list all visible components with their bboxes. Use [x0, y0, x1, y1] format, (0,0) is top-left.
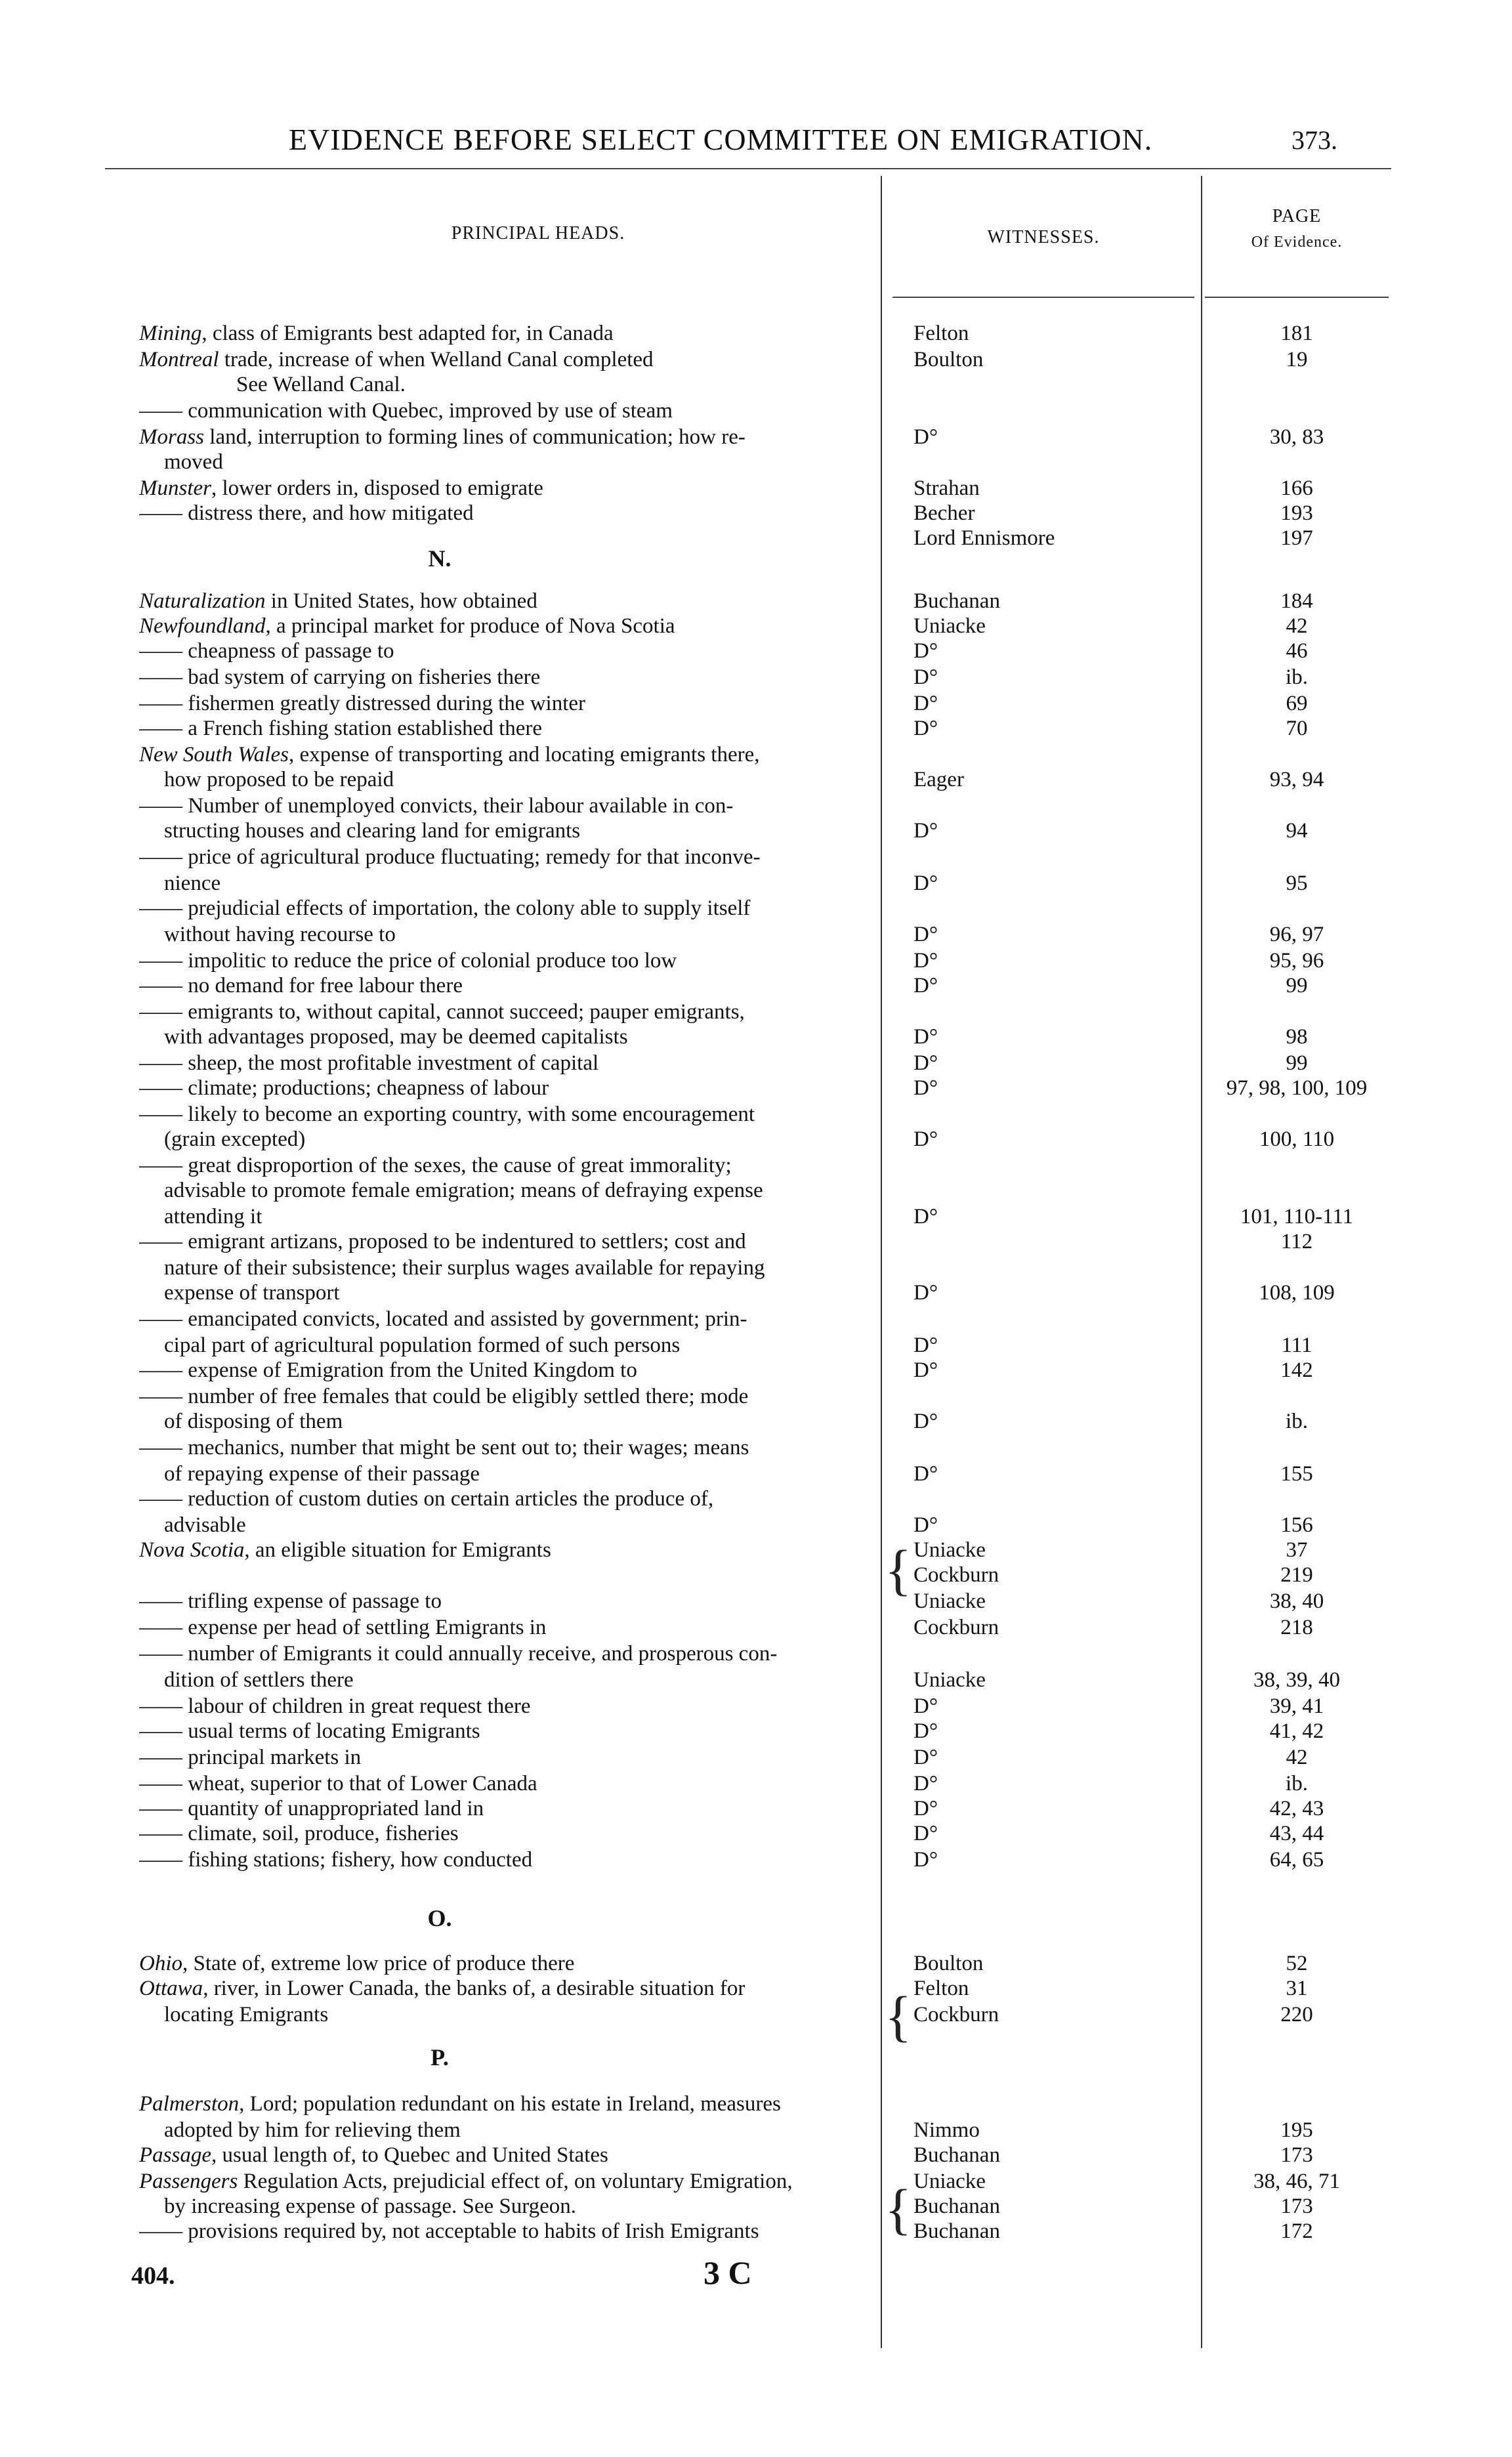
entry-witness: Uniacke [914, 1589, 986, 1613]
entry-witness: Uniacke [914, 1538, 986, 1562]
entry-witness: D° [914, 949, 938, 973]
entry-page: 108, 109 [1259, 1281, 1335, 1305]
index-row [0, 1512, 1512, 1538]
entry-witness: D° [914, 1205, 938, 1228]
index-row [0, 1562, 1512, 1588]
index-row [0, 1537, 1512, 1563]
entry-page: 218 [1280, 1616, 1313, 1639]
entry-heading: expense of transport [164, 1281, 340, 1305]
entry-page: 99 [1286, 1051, 1308, 1075]
index-row [0, 525, 1512, 551]
entry-heading: —— quantity of unappropriated land in [139, 1797, 484, 1820]
index-row [0, 1332, 1512, 1358]
page-head-rule [1205, 297, 1389, 298]
entry-heading: of disposing of them [164, 1410, 343, 1433]
entry-page: 220 [1280, 2003, 1313, 2026]
entry-heading: —— fishing stations; fishery, how conducted [139, 1848, 533, 1872]
entry-witness: Strahan [914, 476, 980, 500]
entry-page: 42, 43 [1269, 1797, 1324, 1820]
entry-heading: —— wheat, superior to that of Lower Canada [139, 1772, 537, 1796]
entry-heading: —— emancipated convicts, located and assisted by government; prin- [139, 1307, 747, 1331]
index-row [0, 1667, 1512, 1693]
entry-heading: how proposed to be repaid [164, 768, 394, 791]
entry-heading: —— communication with Quebec, improved by use of steam [139, 399, 673, 423]
entry-page: 52 [1286, 1952, 1308, 1975]
entry-witness: D° [914, 1076, 938, 1100]
entry-page: 37 [1286, 1538, 1308, 1562]
entry-page: 181 [1280, 322, 1313, 345]
index-row [0, 999, 1512, 1025]
index-row [0, 320, 1512, 346]
index-row [0, 371, 1512, 398]
entry-witness: Felton [914, 1977, 969, 2000]
index-row [0, 844, 1512, 870]
index-row [0, 895, 1512, 921]
index-row [0, 475, 1512, 501]
entry-page: 64, 65 [1269, 1848, 1324, 1872]
entry-page: 38, 46, 71 [1253, 2170, 1340, 2193]
witness-head-rule [892, 297, 1194, 298]
entry-page: 96, 97 [1269, 923, 1324, 946]
entry-heading: —— usual terms of locating Emigrants [139, 1719, 480, 1743]
index-row [0, 1050, 1512, 1076]
index-row [0, 1975, 1512, 2002]
entry-heading: —— cheapness of passage to [139, 639, 394, 663]
entry-page: 98 [1286, 1025, 1308, 1049]
index-row [0, 1641, 1512, 1667]
entry-witness: D° [914, 819, 938, 843]
entry-page: ib. [1286, 665, 1308, 689]
entry-page: 30, 83 [1269, 425, 1324, 449]
entry-heading: —— bad system of carrying on fisheries there [139, 665, 541, 689]
entry-page: 41, 42 [1269, 1719, 1324, 1743]
entry-witness: D° [914, 1822, 938, 1845]
entry-heading: Newfoundland, a principal market for produce of Nova Scotia [139, 614, 675, 638]
entry-heading: —— provisions required by, not acceptable to habits of Irish Emigrants [139, 2219, 759, 2243]
entry-heading: —— distress there, and how mitigated [139, 501, 474, 525]
entry-witness: Cockburn [914, 2003, 999, 2026]
entry-witness: D° [914, 665, 938, 689]
entry-witness: Becher [914, 501, 975, 525]
entry-witness: D° [914, 1513, 938, 1537]
entry-page: 100, 110 [1259, 1127, 1335, 1151]
entry-heading: —— principal markets in [139, 1746, 362, 1769]
entry-witness: D° [914, 1281, 938, 1305]
entry-page: 142 [1280, 1358, 1313, 1382]
column-head-page-sub: Of Evidence. [1251, 234, 1343, 251]
index-row [0, 1101, 1512, 1127]
index-row [0, 2218, 1512, 2244]
entry-page: 70 [1286, 717, 1308, 740]
entry-page: 197 [1280, 526, 1313, 550]
entry-heading: —— climate; productions; cheapness of labour [139, 1076, 549, 1100]
entry-page: 111 [1281, 1334, 1312, 1357]
index-row [0, 1177, 1512, 1204]
index-row [0, 1820, 1512, 1847]
index-row [0, 742, 1512, 768]
entry-witness: Uniacke [914, 1668, 986, 1692]
entry-witness: D° [914, 1462, 938, 1486]
entry-witness: D° [914, 923, 938, 946]
entry-heading: —— prejudicial effects of importation, the colony able to supply itself [139, 896, 751, 920]
entry-heading: Morass land, interruption to forming lines of communication; how re- [139, 425, 746, 449]
entry-heading: advisable [164, 1513, 246, 1537]
entry-witness: D° [914, 1127, 938, 1151]
entry-witness: D° [914, 1719, 938, 1743]
entry-heading: —— number of free females that could be eligibly settled there; mode [139, 1385, 749, 1408]
entry-heading: —— emigrant artizans, proposed to be indentured to settlers; cost and [139, 1230, 746, 1253]
section-letter-o: O. [427, 1905, 452, 1931]
entry-heading: New South Wales, expense of transporting and locating emigrants there, [139, 743, 760, 766]
entry-heading: adopted by him for relieving them [164, 2118, 461, 2142]
entry-heading: —— impolitic to reduce the price of colonial produce too low [139, 949, 677, 973]
entry-heading: —— labour of children in great request there [139, 1694, 531, 1718]
entry-witness: D° [914, 974, 938, 998]
entry-witness: Uniacke [914, 2170, 986, 2193]
index-row [0, 613, 1512, 639]
index-row [0, 1383, 1512, 1410]
entry-witness: Nimmo [914, 2118, 980, 2142]
entry-witness: D° [914, 1025, 938, 1049]
index-row [0, 346, 1512, 373]
entry-heading: Passengers Regulation Acts, prejudicial effect of, on voluntary Emigration, [139, 2170, 793, 2193]
entry-heading: —— fishermen greatly distressed during the winter [139, 692, 585, 715]
entry-page: 219 [1280, 1563, 1313, 1587]
entry-heading: nience [164, 872, 221, 895]
index-row [0, 1435, 1512, 1461]
entry-page: 42 [1286, 1746, 1308, 1769]
index-row [0, 1744, 1512, 1771]
entry-heading: See Welland Canal. [236, 373, 406, 396]
index-row [0, 1126, 1512, 1152]
running-title: EVIDENCE BEFORE SELECT COMMITTEE ON EMIGRATION. [289, 123, 1153, 156]
index-row [0, 1796, 1512, 1822]
index-row [0, 921, 1512, 948]
entry-witness: Eager [914, 768, 964, 791]
entry-witness: Buchanan [914, 2143, 1000, 2167]
entry-page: 42 [1286, 614, 1308, 638]
index-row [0, 1718, 1512, 1744]
entry-witness: D° [914, 692, 938, 715]
index-row [0, 2168, 1512, 2194]
brace-passengers: { [885, 2177, 912, 2240]
entry-page: 97, 98, 100, 109 [1226, 1076, 1368, 1100]
index-row [0, 2142, 1512, 2168]
entry-heading: with advantages proposed, may be deemed capitalists [164, 1025, 628, 1049]
entry-witness: Buchanan [914, 589, 1000, 613]
index-row [0, 1228, 1512, 1255]
entry-heading: Montreal trade, increase of when Welland Canal completed [139, 348, 654, 371]
index-row [0, 1152, 1512, 1179]
column-head-page: PAGE [1272, 206, 1322, 226]
entry-heading: Naturalization in United States, how obtained [139, 589, 537, 613]
entry-witness: D° [914, 425, 938, 449]
entry-heading: —— a French fishing station established there [139, 717, 543, 740]
entry-heading: structing houses and clearing land for emigrants [164, 819, 581, 843]
index-row [0, 870, 1512, 896]
entry-heading: advisable to promote female emigration; means of defraying expense [164, 1179, 763, 1202]
index-row [0, 973, 1512, 999]
brace-ottawa: { [885, 1984, 912, 2048]
entry-witness: D° [914, 1772, 938, 1796]
index-row [0, 1024, 1512, 1050]
index-row [0, 948, 1512, 974]
index-row [0, 766, 1512, 793]
entry-heading: (grain excepted) [164, 1127, 306, 1151]
entry-heading: —— price of agricultural produce fluctuating; remedy for that inconve- [139, 845, 761, 869]
footer-page-number: 404. [131, 2262, 175, 2290]
entry-page: 155 [1280, 1462, 1313, 1486]
entry-witness: D° [914, 1410, 938, 1433]
section-letter-p: P. [430, 2044, 449, 2070]
index-row [0, 1280, 1512, 1306]
brace-nova-scotia: { [885, 1538, 912, 1601]
entry-heading: —— likely to become an exporting country, with some encouragement [139, 1102, 755, 1126]
index-row [0, 1357, 1512, 1383]
entry-page: 38, 39, 40 [1253, 1668, 1340, 1692]
entry-page: 19 [1286, 348, 1308, 371]
index-row [0, 2193, 1512, 2219]
entry-heading: locating Emigrants [164, 2003, 329, 2026]
column-head-witnesses: WITNESSES. [987, 227, 1100, 247]
index-row [0, 1950, 1512, 1977]
index-row [0, 449, 1512, 475]
entry-heading: Munster, lower orders in, disposed to emigrate [139, 476, 543, 500]
entry-heading: dition of settlers there [164, 1668, 354, 1692]
entry-witness: D° [914, 1848, 938, 1872]
index-row [0, 1408, 1512, 1435]
index-row [0, 1693, 1512, 1719]
entry-heading: Ottawa, river, in Lower Canada, the banks of, a desirable situation for [139, 1977, 746, 2000]
entry-heading: —— expense per head of settling Emigrants in [139, 1616, 547, 1639]
entry-heading: of repaying expense of their passage [164, 1462, 480, 1486]
entry-heading: —— number of Emigrants it could annually receive, and prosperous con- [139, 1642, 778, 1666]
entry-heading: —— Number of unemployed convicts, their labour available in con- [139, 794, 734, 818]
entry-witness: D° [914, 1334, 938, 1357]
index-row [0, 424, 1512, 450]
entry-page: 95, 96 [1269, 949, 1324, 973]
entry-heading: —— climate, soil, produce, fisheries [139, 1822, 459, 1845]
entry-witness: D° [914, 717, 938, 740]
entry-witness: Buchanan [914, 2219, 1000, 2243]
entry-heading: —— great disproportion of the sexes, the cause of great immorality; [139, 1154, 732, 1177]
entry-page: 95 [1286, 872, 1308, 895]
entry-heading: —— mechanics, number that might be sent out to; their wages; means [139, 1436, 749, 1460]
index-row [0, 1486, 1512, 1512]
index-row [0, 1461, 1512, 1487]
entry-witness: Lord Ennismore [914, 526, 1055, 550]
index-row [0, 500, 1512, 526]
entry-page: 38, 40 [1269, 1589, 1324, 1613]
entry-heading: Nova Scotia, an eligible situation for Emigrants [139, 1538, 551, 1562]
entry-witness: D° [914, 1746, 938, 1769]
section-letter-n: N. [428, 545, 452, 572]
column-head-principal-heads: PRINCIPAL HEADS. [451, 223, 625, 243]
entry-heading: Palmerston, Lord; population redundant on his estate in Ireland, measures [139, 2092, 781, 2116]
entry-heading: Mining, class of Emigrants best adapted for, in Canada [139, 322, 614, 345]
entry-heading: —— trifling expense of passage to [139, 1589, 442, 1613]
entry-page: ib. [1286, 1410, 1308, 1433]
index-row [0, 664, 1512, 690]
entry-page: 112 [1280, 1230, 1313, 1253]
entry-page: 69 [1286, 692, 1308, 715]
entry-witness: D° [914, 1797, 938, 1820]
index-row [0, 398, 1512, 424]
entry-heading: Passage, usual length of, to Quebec and United States [139, 2143, 608, 2167]
entry-witness: D° [914, 872, 938, 895]
entry-witness: Cockburn [914, 1563, 999, 1587]
entry-page: 156 [1280, 1513, 1313, 1537]
entry-page: 173 [1280, 2143, 1313, 2167]
entry-page: 39, 41 [1269, 1694, 1324, 1718]
entry-heading: —— no demand for free labour there [139, 974, 463, 998]
index-row [0, 690, 1512, 717]
header-rule [105, 168, 1391, 169]
index-row [0, 793, 1512, 819]
index-row [0, 2117, 1512, 2143]
entry-witness: Felton [914, 322, 969, 345]
entry-page: 173 [1280, 2194, 1313, 2218]
entry-witness: Boulton [914, 1952, 984, 1975]
entry-heading: Ohio, State of, extreme low price of produce there [139, 1952, 575, 1975]
entry-page: 43, 44 [1269, 1822, 1324, 1845]
entry-heading: cipal part of agricultural population formed of such persons [164, 1334, 681, 1357]
index-row [0, 2091, 1512, 2117]
entry-witness: Buchanan [914, 2194, 1000, 2218]
index-row [0, 638, 1512, 664]
index-row [0, 1204, 1512, 1230]
entry-page: 46 [1286, 639, 1308, 663]
index-row [0, 715, 1512, 742]
entry-page: 195 [1280, 2118, 1313, 2142]
entry-page: 101, 110-111 [1240, 1205, 1354, 1228]
entry-page: 166 [1280, 476, 1313, 500]
entry-witness: D° [914, 1358, 938, 1382]
entry-witness: Boulton [914, 348, 984, 371]
index-row [0, 1255, 1512, 1281]
entry-witness: Cockburn [914, 1616, 999, 1639]
entry-page: 31 [1286, 1977, 1308, 2000]
entry-heading: —— emigrants to, without capital, cannot succeed; pauper emigrants, [139, 1000, 745, 1024]
index-row [0, 1306, 1512, 1332]
entry-witness: D° [914, 1051, 938, 1075]
entry-witness: D° [914, 639, 938, 663]
entry-page: 172 [1280, 2219, 1313, 2243]
entry-heading: —— expense of Emigration from the United Kingdom to [139, 1358, 637, 1382]
entry-witness: D° [914, 1694, 938, 1718]
entry-heading: —— sheep, the most profitable investment of capital [139, 1051, 599, 1075]
index-row [0, 818, 1512, 844]
entry-heading: nature of their subsistence; their surplus wages available for repaying [164, 1256, 765, 1280]
footer-signature-mark: 3 C [704, 2254, 752, 2291]
index-row [0, 1614, 1512, 1641]
index-row [0, 1771, 1512, 1797]
entry-heading: moved [164, 450, 223, 474]
entry-page: 184 [1280, 589, 1313, 613]
index-row [0, 1075, 1512, 1101]
index-row [0, 1847, 1512, 1873]
entry-heading: —— reduction of custom duties on certain articles the produce of, [139, 1487, 714, 1511]
entry-page: 93, 94 [1269, 768, 1324, 791]
entry-witness: Uniacke [914, 614, 986, 638]
entry-heading: without having recourse to [164, 923, 396, 946]
entry-page: 94 [1286, 819, 1308, 843]
entry-heading: attending it [164, 1205, 262, 1228]
index-row [0, 588, 1512, 614]
entry-page: 99 [1286, 974, 1308, 998]
index-row [0, 1588, 1512, 1614]
entry-heading: by increasing expense of passage. See Surgeon. [164, 2194, 577, 2218]
entry-page: 193 [1280, 501, 1313, 525]
entry-page: ib. [1286, 1772, 1308, 1796]
page-number: 373. [1292, 125, 1337, 155]
index-row [0, 2002, 1512, 2028]
